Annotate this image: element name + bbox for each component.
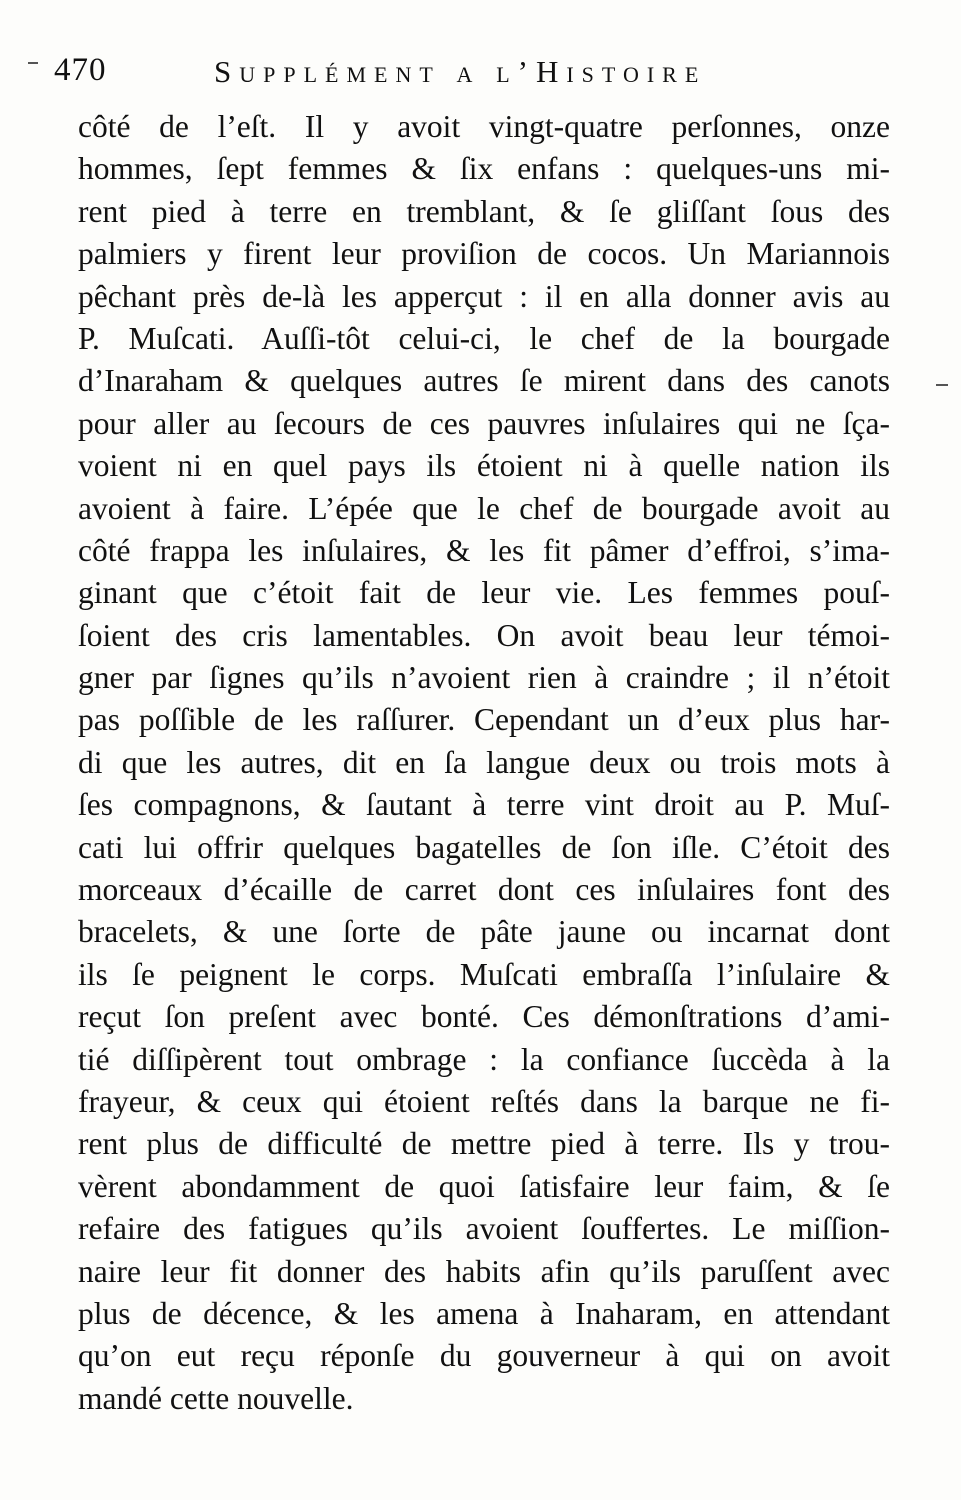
- text-line: plus de décence, & les amena à Inaharam, en attendant: [78, 1295, 890, 1331]
- text-line: ſoient des cris lamentables. On avoit beau leur témoi-: [78, 617, 890, 653]
- text-line: palmiers y firent leur proviſion de cocos. Un Mariannois: [78, 236, 890, 272]
- text-line: qu’on eut reçu réponſe du gouverneur à qui on avoit: [78, 1338, 890, 1374]
- text-line-last: mandé cette nouvelle.: [78, 1380, 354, 1416]
- text-line: rent plus de difficulté de mettre pied à terre. Ils y trou-: [78, 1126, 890, 1162]
- text-line: hommes, ſept femmes & ſix enfans : quelques-uns mi-: [78, 151, 890, 187]
- text-line: ſes compagnons, & ſautant à terre vint droit au P. Muſ-: [78, 787, 890, 823]
- text-line: P. Muſcati. Auſſi-tôt celui-ci, le chef de la bourgade: [78, 320, 890, 356]
- text-line: rent pied à terre en tremblant, & ſe gliſſant ſous des: [78, 193, 890, 229]
- margin-mark-right: [936, 384, 948, 386]
- text-line: naire leur fit donner des habits afin qu’ils paruſſent avec: [78, 1253, 890, 1289]
- text-line: morceaux d’écaille de carret dont ces inſulaires font des: [78, 872, 890, 908]
- text-line: côté frappa les inſulaires, & les fit pâmer d’effroi, s’ima-: [78, 532, 890, 568]
- running-title: Supplément a l’Histoire: [214, 54, 707, 89]
- text-line: frayeur, & ceux qui étoient reſtés dans la barque ne fi-: [78, 1083, 890, 1119]
- text-line: di que les autres, dit en ſa langue deux ou trois mots à: [78, 744, 890, 780]
- text-line: cati lui offrir quelques bagatelles de ſon iſle. C’étoit des: [78, 829, 890, 865]
- text-line: pour aller au ſecours de ces pauvres inſulaires qui ne ſça-: [78, 405, 890, 441]
- text-line: tié diſſipèrent tout ombrage : la confiance ſuccèda à la: [78, 1041, 890, 1077]
- body-text: [78, 106, 890, 1420]
- text-line: bracelets, & une ſorte de pâte jaune ou incarnat dont: [78, 914, 890, 950]
- text-line: côté de l’eſt. Il y avoit vingt-quatre perſonnes, onze: [78, 109, 890, 144]
- text-line: ginant que c’étoit fait de leur vie. Les femmes pouſ-: [78, 575, 890, 611]
- text-line: voient ni en quel pays ils étoient ni à quelle nation ils: [78, 448, 890, 484]
- page-number: 470: [54, 52, 107, 88]
- text-line: ils ſe peignent le corps. Muſcati embraſſa l’inſulaire &: [78, 956, 890, 992]
- text-line: pêchant près de-là les apperçut : il en alla donner avis au: [78, 278, 890, 314]
- text-line: vèrent abondamment de quoi ſatisfaire leur faim, & ſe: [78, 1168, 890, 1204]
- text-line: gner par ſignes qu’ils n’avoient rien à craindre ; il n’étoit: [78, 660, 890, 696]
- text-line: pas poſſible de les raſſurer. Cependant un d’eux plus har-: [78, 702, 890, 738]
- text-line: d’Inaraham & quelques autres ſe mirent dans des canots: [78, 363, 890, 399]
- margin-mark-left: [28, 62, 38, 64]
- text-line: avoient à faire. L’épée que le chef de bourgade avoit au: [78, 490, 890, 526]
- text-line: reçut ſon preſent avec bonté. Ces démonſtrations d’ami-: [78, 999, 890, 1035]
- text-line: refaire des fatigues qu’ils avoient ſouffertes. Le miſſion-: [78, 1211, 890, 1247]
- running-head: [46, 52, 876, 102]
